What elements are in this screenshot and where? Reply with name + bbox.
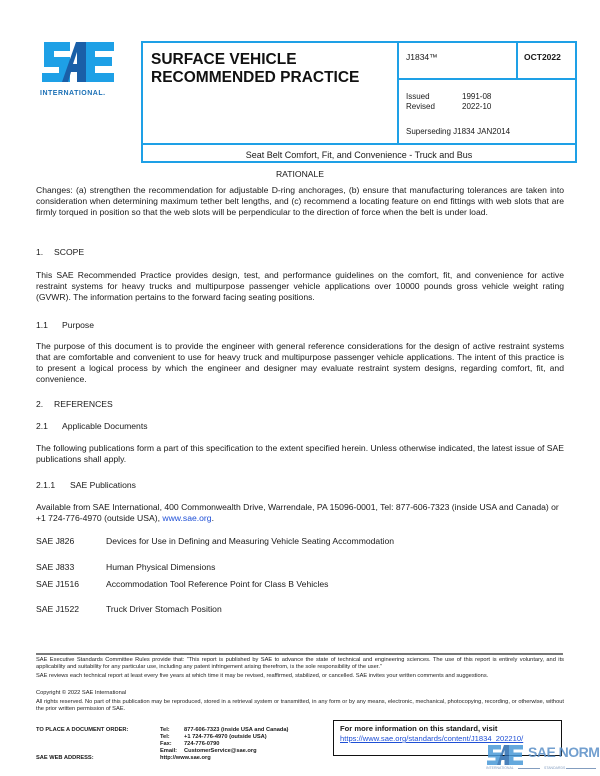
document-date: OCT2022 — [524, 52, 561, 62]
contact-key: Fax: — [160, 741, 172, 747]
reference-title: Truck Driver Stomach Position — [106, 604, 222, 614]
section-1-1-heading — [36, 320, 94, 330]
reference-code: SAE J1516 — [36, 579, 79, 589]
section-number: 1. — [36, 247, 44, 257]
logo-subtitle: INTERNATIONAL. — [40, 90, 106, 97]
order-label: TO PLACE A DOCUMENT ORDER: — [36, 727, 129, 733]
document-type-title — [151, 51, 359, 87]
watermark-subtitle: INTERNATIONAL — [486, 766, 514, 770]
revised-label: Revised — [406, 102, 435, 111]
reference-item — [36, 604, 222, 614]
section-2-1-heading — [36, 421, 148, 431]
issued-value: 1991-08 — [462, 92, 492, 101]
reference-item — [36, 562, 215, 572]
contact-key: Tel: — [160, 727, 170, 733]
watermark-tag: STANDARDS — [544, 766, 566, 770]
scope-text: This SAE Recommended Practice provides design, test, and performance guidelines on the comfort, fit, and convenience for active restraint systems for heavy trucks and multipurpose passenger vehicle applications over 10000 pounds gross vehicle weight rating (GVWR). The information pertains to the forward facing seating positions. — [36, 270, 564, 302]
reference-item — [36, 579, 328, 589]
section-number: 2. — [36, 399, 44, 409]
contact-value: 877-606-7323 (inside USA and Canada) — [184, 727, 289, 733]
sae-logo-icon — [40, 38, 120, 86]
revised-row — [406, 102, 491, 112]
reference-item — [36, 536, 394, 546]
watermark-line — [518, 768, 540, 769]
watermark-logo-icon — [486, 744, 526, 766]
rules-notice: SAE Executive Standards Committee Rules provide that: “This report is published by SAE to advance the state of technical and engineering sciences. The use of this report is entirely voluntary, and its applicability and suitability for any particular use, including any patent infringement arising therefrom, is the sole responsibility of the user.” — [36, 657, 564, 670]
contact-key: Email: — [160, 748, 178, 754]
contact-key: Tel: — [160, 734, 170, 740]
header-divider-bottom — [143, 143, 575, 145]
reference-code: SAE J833 — [36, 562, 75, 572]
section-1-heading — [36, 247, 84, 257]
section-title: Purpose — [62, 320, 95, 330]
document-number: J1834™ — [406, 52, 438, 62]
section-title: SCOPE — [54, 247, 85, 257]
document-header-box — [141, 41, 577, 163]
header-divider-horizontal — [397, 78, 575, 80]
period: . — [211, 513, 214, 523]
reference-code: SAE J1522 — [36, 604, 79, 614]
section-number: 1.1 — [36, 320, 48, 330]
section-title: Applicable Documents — [62, 421, 148, 431]
purpose-text: The purpose of this document is to provide the engineer with general reference considerations for the design of active restraint systems that are comfortable and convenient to use for heavy truck and multipurpose passenger vehicle applications. The intent of this practice is to present a logical process by which the engineer and designer may evaluate restraint system designs, regarding comfort, fit, and convenience. — [36, 341, 564, 384]
rationale-heading: RATIONALE — [275, 169, 325, 179]
header-divider-vertical — [397, 43, 399, 143]
sae-website-link[interactable]: www.sae.org — [162, 513, 212, 523]
section-2-1-1-heading — [36, 480, 136, 490]
superseding-note: Superseding J1834 JAN2014 — [406, 127, 511, 136]
section-title: SAE Publications — [70, 480, 136, 490]
contact-value: 724-776-0790 — [184, 741, 220, 747]
copyright: Copyright © 2022 SAE International — [36, 690, 127, 696]
revised-value: 2022-10 — [462, 102, 492, 111]
header-divider-vertical-2 — [516, 43, 518, 79]
section-2-heading — [36, 399, 113, 409]
reference-code: SAE J826 — [36, 536, 75, 546]
reference-title: Human Physical Dimensions — [106, 562, 216, 572]
section-number: 2.1.1 — [36, 480, 56, 490]
contact-value: +1 724-776-4970 (outside USA) — [184, 734, 267, 740]
web-address-link[interactable]: http://www.sae.org — [160, 755, 211, 761]
rationale-text: Changes: (a) strengthen the recommendation for adjustable D-ring anchorages, (b) ensure that manufacturing tolerances are taken into consideration when determining maximum tether belt lengths, and (c) recommend a locating feature on end fittings with web slots that are firmly torqued in position so that the web slots will be perpendicular to the direction of force when the belt is under load. — [36, 185, 564, 217]
reference-title: Accommodation Tool Reference Point for Class B Vehicles — [106, 579, 329, 589]
issue-dates — [406, 92, 491, 112]
review-notice: SAE reviews each technical report at least every five years at which time it may be revised, reaffirmed, stabilized, or cancelled. SAE invites your written comments and suggestions. — [36, 673, 489, 679]
sae-norm-watermark — [486, 742, 600, 776]
section-title: REFERENCES — [54, 399, 113, 409]
contact-row — [160, 727, 288, 734]
watermark-text: SAE NORM — [528, 744, 600, 760]
sae-logo — [40, 38, 120, 97]
title-line-1: SURFACE VEHICLE — [151, 51, 297, 68]
more-info-text: For more information on this standard, visit — [340, 724, 498, 733]
contact-row — [160, 734, 267, 741]
standard-url-link[interactable]: https://www.sae.org/standards/content/J1834_202210/ — [340, 734, 524, 743]
sae-publications-text — [36, 502, 564, 524]
footer-divider — [36, 653, 563, 655]
availability-text: Available from SAE International, 400 Commonwealth Drive, Warrendale, PA 15096-0001, Tel: 877-606-7323 (inside USA and Canada) or +1 724-776-4970 (outside USA), — [36, 502, 559, 523]
web-address-label: SAE WEB ADDRESS: — [36, 755, 94, 761]
document-subtitle: Seat Belt Comfort, Fit, and Convenience - Truck and Bus — [245, 150, 473, 160]
issued-label: Issued — [406, 92, 430, 101]
section-number: 2.1 — [36, 421, 48, 431]
watermark-line — [566, 768, 596, 769]
contact-row — [160, 741, 219, 748]
title-line-2: RECOMMENDED PRACTICE — [151, 69, 360, 86]
reference-title: Devices for Use in Defining and Measuring Vehicle Seating Accommodation — [106, 536, 395, 546]
contact-row — [160, 755, 211, 762]
rights-notice: All rights reserved. No part of this publication may be reproduced, stored in a retrieval system or transmitted, in any form or by any means, electronic, mechanical, photocopying, recording, or otherwise, without the prior written permission of SAE. — [36, 699, 564, 712]
contact-email[interactable]: CustomerService@sae.org — [184, 748, 257, 754]
contact-row — [160, 748, 257, 755]
applicable-documents-text: The following publications form a part of this specification to the extent specified herein. Unless otherwise indicated, the latest issue of SAE publications shall apply. — [36, 443, 564, 464]
issued-row — [406, 92, 491, 102]
